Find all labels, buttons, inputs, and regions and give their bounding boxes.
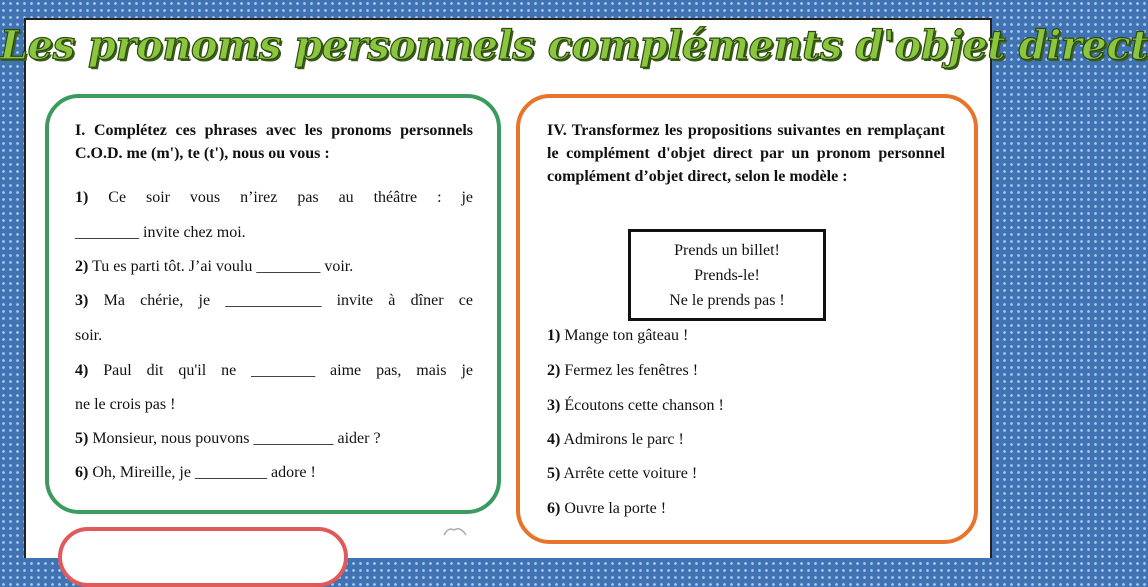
item-number: 6) [75, 464, 89, 481]
item-number: 6) [547, 500, 561, 517]
right-item-2 [547, 362, 698, 380]
item-text: Tu es parti tôt. J’ai voulu ________ voir. [92, 258, 354, 275]
item-text: Fermez les fenêtres ! [564, 362, 699, 379]
item-number: 4) [547, 431, 561, 448]
item-text: Monsieur, nous pouvons __________ aider ? [92, 430, 381, 447]
right-item-1 [547, 327, 688, 345]
model-line-3: Ne le prends pas ! [669, 292, 785, 309]
item-number: 3) [547, 397, 561, 414]
item-number: 4) [75, 362, 89, 379]
item-text: Ce soir vous n’irez pas au théâtre : je [108, 189, 474, 206]
instruction-right: IV. Transformez les propositions suivantes en remplaçant le complément d'objet direct par un pronom personnel complément d’objet direct, selon le modèle : [547, 122, 945, 185]
model-line-1: Prends un billet! [674, 242, 780, 259]
model-example-box [628, 229, 826, 321]
left-item-6 [75, 464, 316, 482]
model-line-2: Prends-le! [694, 267, 760, 284]
item-text: Oh, Mireille, je _________ adore ! [92, 464, 316, 481]
left-item-5 [75, 430, 381, 448]
left-item-4 [75, 362, 473, 380]
item-number: 3) [75, 292, 89, 309]
decoration-icon [440, 526, 470, 535]
item-text: Mange ton gâteau ! [564, 327, 689, 344]
item-number: 1) [75, 189, 89, 206]
item-text: Admirons le parc ! [563, 431, 684, 448]
left-item-2 [75, 258, 353, 276]
item-number: 1) [547, 327, 561, 344]
left-item-1-cont: ________ invite chez moi. [75, 224, 246, 241]
instruction-left: I. Complétez ces phrases avec les pronoms personnels C.O.D. me (m'), te (t'), nous ou vous : [75, 122, 473, 162]
left-item-3-cont: soir. [75, 327, 103, 344]
item-number: 2) [547, 362, 561, 379]
right-item-4 [547, 431, 684, 449]
page-title: Les pronoms personnels compléments d'objet direct [0, 22, 1148, 69]
item-number: 5) [75, 430, 89, 447]
item-number: 5) [547, 465, 561, 482]
left-item-4-cont: ne le crois pas ! [75, 396, 176, 413]
item-text: Paul dit qu'il ne ________ aime pas, mais je [103, 362, 473, 379]
item-text: Ouvre la porte ! [564, 500, 667, 517]
item-number: 2) [75, 258, 89, 275]
exercise-box-bottom [58, 527, 348, 587]
item-text: Écoutons cette chanson ! [564, 397, 724, 414]
right-item-5 [547, 465, 697, 483]
right-item-6 [547, 500, 666, 518]
item-text: Ma chérie, je ____________ invite à dîner ce [103, 292, 473, 309]
left-item-3 [75, 292, 473, 310]
item-text: Arrête cette voiture ! [563, 465, 698, 482]
right-item-3 [547, 397, 724, 415]
left-item-1 [75, 189, 473, 207]
